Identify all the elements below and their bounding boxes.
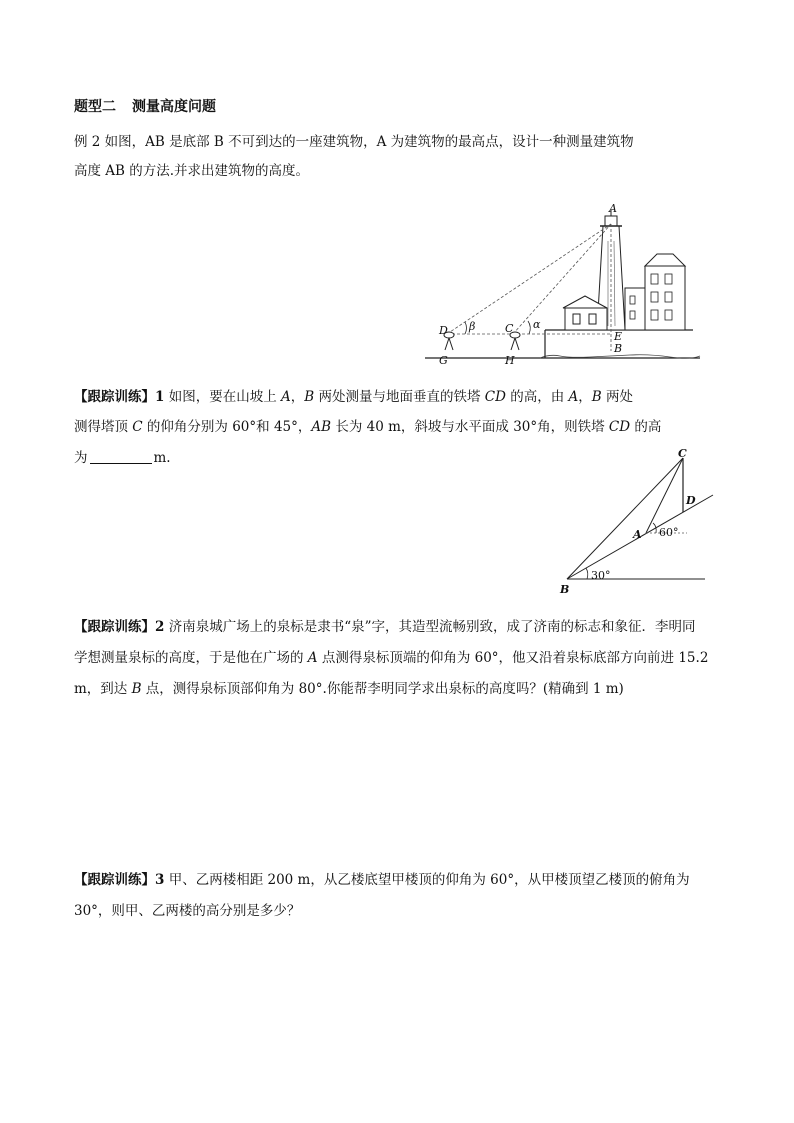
t1-text: 的高	[630, 419, 662, 435]
t3-text: 甲、乙两楼相距 200 m，从乙楼底望甲楼顶的仰角为 60°，从甲楼顶望乙楼顶的俯角为	[164, 872, 690, 888]
t1-line3	[74, 446, 171, 466]
label-C: C	[505, 322, 514, 335]
label-D: D	[686, 494, 696, 507]
t2-text: m，到达	[74, 681, 132, 697]
lighthouse-figure	[425, 196, 710, 366]
t1-line1	[74, 385, 633, 405]
t2-text: 学想测量泉标的高度，于是他在广场的	[74, 650, 308, 666]
t1-text: ，	[290, 389, 305, 405]
t2-line3	[74, 677, 624, 697]
answer-blank[interactable]	[90, 451, 152, 464]
label-H: H	[505, 354, 515, 366]
t1-text: ，	[578, 389, 592, 405]
label-G: G	[439, 354, 448, 366]
t2-text: 点，测得泉标顶部仰角为 80°.你能帮李明同学求出泉标的高度吗？(精确到 1 m)	[141, 681, 624, 697]
t2-tag: 【跟踪训练】2	[74, 619, 165, 635]
t3-line1	[74, 868, 690, 888]
var-AB: AB	[311, 419, 332, 435]
t1-text: m.	[153, 450, 171, 466]
t2-line2	[74, 646, 708, 666]
t1-text: 为	[74, 450, 88, 466]
label-alpha: α	[533, 318, 541, 331]
label-A: A	[633, 528, 642, 541]
t1-text: 两处	[601, 389, 633, 405]
label-B: B	[560, 583, 570, 596]
t2-text: 济南泉城广场上的泉标是隶书“泉”字，其造型流畅别致，成了济南的标志和象征．李明同	[164, 619, 696, 635]
label-C: C	[678, 448, 687, 460]
example2-line1: 例 2 如图，AB 是底部 B 不可到达的一座建筑物，A 为建筑物的最高点，设计一种测量建筑物	[74, 134, 634, 150]
label-60: 60°	[659, 526, 679, 539]
section-title	[74, 96, 216, 116]
t3-tag: 【跟踪训练】3	[74, 872, 165, 888]
t1-tag: 【跟踪训练】1	[74, 389, 165, 405]
var-A: A	[307, 650, 318, 666]
t3-line2: 30°，则甲、乙两楼的高分别是多少？	[74, 903, 301, 919]
t1-text: 长为 40 m，斜坡与水平面成 30°角，则铁塔	[331, 419, 609, 435]
var-A: A	[568, 389, 579, 405]
t1-text: 测得塔顶	[74, 419, 133, 435]
label-beta: β	[469, 320, 476, 333]
tower-slope-figure	[555, 448, 715, 596]
label-D: D	[439, 324, 448, 337]
var-B: B	[304, 389, 315, 405]
var-B: B	[131, 681, 142, 697]
var-CD: CD	[608, 419, 631, 435]
label-A: A	[609, 202, 617, 215]
t1-line2	[74, 415, 661, 435]
t2-line1	[74, 615, 696, 635]
label-B: B	[614, 342, 623, 355]
var-B: B	[591, 389, 602, 405]
var-CD: CD	[484, 389, 506, 405]
t1-text: 的高，由	[505, 389, 569, 405]
section-title-topic: 测量高度问题	[132, 99, 216, 115]
example2-line2: 高度 AB 的方法.并求出建筑物的高度。	[74, 163, 310, 179]
label-E: E	[614, 330, 623, 343]
t2-text: 点测得泉标顶端的仰角为 60°，他又沿着泉标底部方向前进 15.2	[317, 650, 709, 666]
t1-text: 两处测量与地面垂直的铁塔	[314, 389, 485, 405]
section-title-type: 题型二	[74, 99, 116, 115]
label-30: 30°	[591, 569, 611, 582]
t1-text: 如图，要在山坡上	[164, 389, 281, 405]
t1-text: 的仰角分别为 60°和 45°，	[142, 419, 312, 435]
var-A: A	[281, 389, 291, 405]
var-C: C	[132, 419, 143, 435]
